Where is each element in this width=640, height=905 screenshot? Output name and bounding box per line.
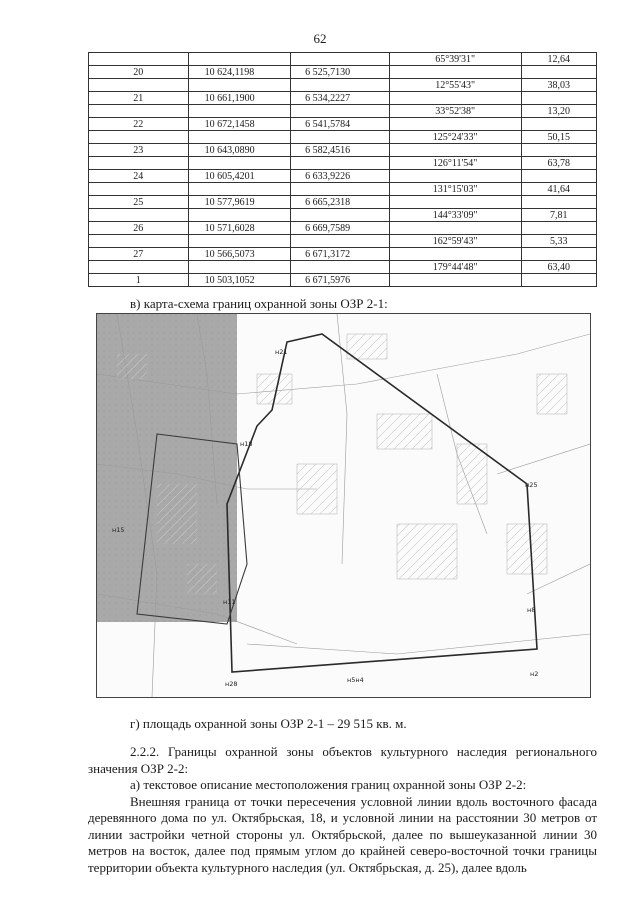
- point-number-cell: 1: [89, 274, 189, 287]
- table-row: [89, 118, 597, 131]
- y-coordinate-cell: [291, 235, 390, 248]
- direction-angle-cell: 179°44'48": [389, 261, 521, 274]
- length-cell: [521, 274, 596, 287]
- direction-angle-cell: [389, 274, 521, 287]
- section-heading: 2.2.2. Границы охранной зоны объектов культурного наследия регионального значения ОЗР 2-2:: [88, 744, 597, 776]
- y-coordinate-cell: 6 525,7130: [291, 66, 390, 79]
- y-coordinate-cell: 6 541,5784: [291, 118, 390, 131]
- page-number: 62: [313, 31, 327, 46]
- point-number-cell: 25: [89, 196, 189, 209]
- y-coordinate-cell: [291, 183, 390, 196]
- map-label: н8: [527, 606, 536, 614]
- direction-angle-cell: [389, 66, 521, 79]
- point-number-cell: [89, 209, 189, 222]
- length-cell: 13,20: [521, 105, 596, 118]
- table-row: [89, 261, 597, 274]
- direction-angle-cell: 125°24'33": [389, 131, 521, 144]
- table-row: [89, 196, 597, 209]
- length-cell: 12,64: [521, 53, 596, 66]
- area-text: г) площадь охранной зоны ОЗР 2-1 – 29 515 кв. м.: [130, 716, 407, 731]
- x-coordinate-cell: 10 605,4201: [188, 170, 291, 183]
- y-coordinate-cell: 6 671,3172: [291, 248, 390, 261]
- y-coordinate-cell: 6 633,9226: [291, 170, 390, 183]
- table-row: [89, 235, 597, 248]
- coordinates-table: [88, 52, 597, 287]
- length-cell: [521, 92, 596, 105]
- length-cell: 63,78: [521, 157, 596, 170]
- direction-angle-cell: [389, 92, 521, 105]
- boundary-map: [96, 313, 591, 698]
- point-number-cell: [89, 53, 189, 66]
- x-coordinate-cell: 10 643,0890: [188, 144, 291, 157]
- y-coordinate-cell: 6 671,5976: [291, 274, 390, 287]
- point-number-cell: 21: [89, 92, 189, 105]
- length-cell: [521, 66, 596, 79]
- y-coordinate-cell: [291, 261, 390, 274]
- y-coordinate-cell: 6 665,2318: [291, 196, 390, 209]
- y-coordinate-cell: [291, 131, 390, 144]
- map-label: н15: [112, 526, 125, 534]
- y-coordinate-cell: [291, 157, 390, 170]
- x-coordinate-cell: 10 566,5073: [188, 248, 291, 261]
- table-row: [89, 92, 597, 105]
- map-label: н21: [275, 348, 288, 356]
- direction-angle-cell: [389, 144, 521, 157]
- table-row: [89, 105, 597, 118]
- direction-angle-cell: 162°59'43": [389, 235, 521, 248]
- x-coordinate-cell: [188, 105, 291, 118]
- point-number-cell: [89, 105, 189, 118]
- x-coordinate-cell: 10 571,6028: [188, 222, 291, 235]
- item-a: а) текстовое описание местоположения границ охранной зоны ОЗР 2-2:: [130, 777, 527, 792]
- table-row: [89, 53, 597, 66]
- x-coordinate-cell: [188, 183, 291, 196]
- y-coordinate-cell: [291, 105, 390, 118]
- point-number-cell: 24: [89, 170, 189, 183]
- table-row: [89, 66, 597, 79]
- length-cell: 7,81: [521, 209, 596, 222]
- x-coordinate-cell: [188, 53, 291, 66]
- length-cell: 38,03: [521, 79, 596, 92]
- map-label: н5н4: [347, 676, 364, 684]
- x-coordinate-cell: 10 577,9619: [188, 196, 291, 209]
- x-coordinate-cell: [188, 235, 291, 248]
- direction-angle-cell: [389, 170, 521, 183]
- point-number-cell: [89, 157, 189, 170]
- length-cell: [521, 118, 596, 131]
- length-cell: [521, 170, 596, 183]
- map-label: н25: [525, 481, 538, 489]
- y-coordinate-cell: 6 669,7589: [291, 222, 390, 235]
- length-cell: [521, 248, 596, 261]
- section-body: [88, 744, 597, 876]
- x-coordinate-cell: 10 661,1900: [188, 92, 291, 105]
- point-number-cell: [89, 131, 189, 144]
- point-number-cell: [89, 79, 189, 92]
- map-label: н2: [530, 670, 539, 678]
- point-number-cell: [89, 235, 189, 248]
- length-cell: 50,15: [521, 131, 596, 144]
- direction-angle-cell: [389, 222, 521, 235]
- x-coordinate-cell: [188, 157, 291, 170]
- table-row: [89, 274, 597, 287]
- map-label: н18: [240, 440, 253, 448]
- direction-angle-cell: 12°55'43": [389, 79, 521, 92]
- direction-angle-cell: [389, 118, 521, 131]
- point-number-cell: [89, 183, 189, 196]
- length-cell: [521, 222, 596, 235]
- x-coordinate-cell: [188, 261, 291, 274]
- table-row: [89, 183, 597, 196]
- y-coordinate-cell: 6 582,4516: [291, 144, 390, 157]
- map-caption: в) карта-схема границ охранной зоны ОЗР 2-1:: [130, 296, 388, 311]
- length-cell: [521, 144, 596, 157]
- table-row: [89, 248, 597, 261]
- y-coordinate-cell: [291, 53, 390, 66]
- direction-angle-cell: 131°15'03": [389, 183, 521, 196]
- direction-angle-cell: [389, 248, 521, 261]
- direction-angle-cell: 126°11'54": [389, 157, 521, 170]
- y-coordinate-cell: [291, 209, 390, 222]
- point-number-cell: 20: [89, 66, 189, 79]
- direction-angle-cell: 33°52'38": [389, 105, 521, 118]
- table-row: [89, 222, 597, 235]
- direction-angle-cell: 65°39'31": [389, 53, 521, 66]
- length-cell: 63,40: [521, 261, 596, 274]
- length-cell: 41,64: [521, 183, 596, 196]
- table-row: [89, 144, 597, 157]
- length-cell: [521, 196, 596, 209]
- table-row: [89, 157, 597, 170]
- table-row: [89, 131, 597, 144]
- table-row: [89, 170, 597, 183]
- map-scheme: [97, 314, 590, 697]
- point-number-cell: 23: [89, 144, 189, 157]
- y-coordinate-cell: 6 534,2227: [291, 92, 390, 105]
- x-coordinate-cell: [188, 131, 291, 144]
- length-cell: 5,33: [521, 235, 596, 248]
- y-coordinate-cell: [291, 79, 390, 92]
- x-coordinate-cell: 10 503,1052: [188, 274, 291, 287]
- x-coordinate-cell: [188, 79, 291, 92]
- description-paragraph: Внешняя граница от точки пересечения условной линии вдоль восточного фасада деревянного дома по ул. Октябрьская, 18, и условной линии на расстоянии 30 метров от линии застройки четной стороны ул. Октябрьской, далее по вышеуказанной линии 30 метров на восток, далее под прямым углом до крайней северо-восточной точки границы территории объекта культурного наследия (ул. Октябрьская, д. 25), далее вдоль: [88, 793, 597, 875]
- table-row: [89, 209, 597, 222]
- x-coordinate-cell: [188, 209, 291, 222]
- x-coordinate-cell: 10 624,1198: [188, 66, 291, 79]
- point-number-cell: 27: [89, 248, 189, 261]
- map-label: н28: [225, 680, 238, 688]
- x-coordinate-cell: 10 672,1458: [188, 118, 291, 131]
- point-number-cell: 22: [89, 118, 189, 131]
- point-number-cell: [89, 261, 189, 274]
- direction-angle-cell: 144°33'09": [389, 209, 521, 222]
- point-number-cell: 26: [89, 222, 189, 235]
- table-row: [89, 79, 597, 92]
- map-label: н11: [223, 598, 236, 606]
- direction-angle-cell: [389, 196, 521, 209]
